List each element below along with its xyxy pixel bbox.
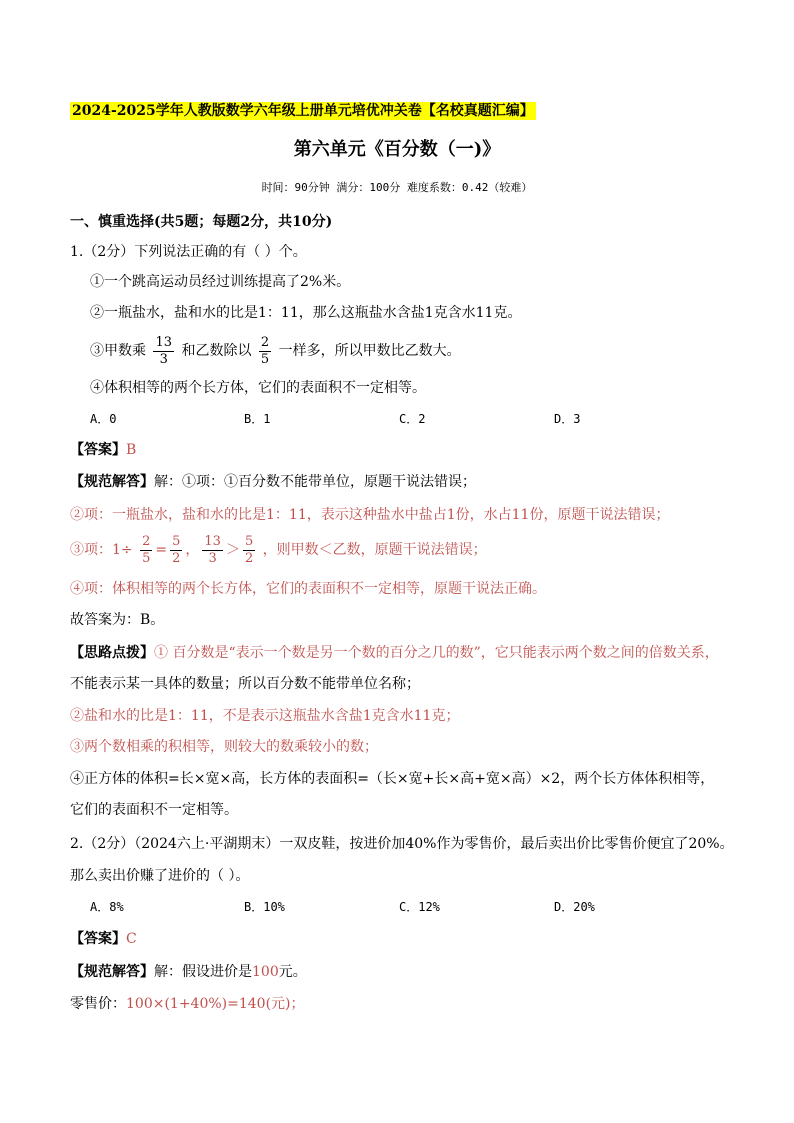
q1-s3-text-a: ③甲数乘 [90,343,146,359]
q1-solution-2: ②项：一瓶盐水，盐和水的比是1：11，表示这种盐水中盐占1份，水占11份，原题干说法错误； [70,507,670,523]
sol3-text-b: ，则甲数＜乙数，原题干说法错误； [262,542,487,558]
q2-retail [70,994,305,1014]
equals-sign: = [155,542,168,558]
q2-stem-b: 那么卖出价赚了进价的（ ）。 [70,868,250,884]
fraction: $\frac{13}{3}$ [204,533,221,566]
exam-banner: 2024-2025学年人教版数学六年级上册单元培优冲关卷【名校真题汇编】 [72,103,534,119]
answer-label: 【答案】 [70,931,126,947]
answer-label: 【答案】 [70,442,126,458]
q1-hint-2: ②盐和水的比是1：11，不是表示这瓶盐水含盐1克含水11克； [70,708,460,724]
q1-option-c: C．2 [399,412,426,426]
solution-intro: 解：①项：①百分数不能带单位，原题干说法错误； [154,474,476,490]
sol3-text-a: ③项：1÷ [70,542,133,558]
exam-meta: 时间：90分钟 满分：100分 难度系数：0.42（较难） [261,181,533,194]
q2-solution [70,962,307,982]
solution-text-b: 元。 [278,964,307,980]
q1-statement-1: ①一个跳高运动员经过训练提高了2%米。 [90,274,351,290]
q1-hint-4a: ④正方体的体积=长×宽×高，长方体的表面积=（长×宽+长×高+宽×高）×2，两个长方体体积相等， [70,771,715,787]
q1-solution-3 [70,532,487,568]
answer-value: C [126,931,137,947]
q2-answer [70,929,137,949]
q1-solution [70,472,476,492]
retail-label: 零售价： [70,996,126,1012]
solution-label: 【规范解答】 [70,474,154,490]
q1-conclusion: 故答案为：B。 [70,612,165,628]
hint-label: 【思路点拨】 [70,645,154,661]
q1-option-b: B．1 [244,412,271,426]
fraction: $\frac{2}{5}$ [260,334,270,367]
q1-stem: 1.（2分）下列说法正确的有（ ）个。 [70,244,307,260]
q1-answer [70,440,136,460]
answer-value: B [126,442,137,458]
fraction: $\frac{2}{5}$ [142,533,151,566]
greater-than-sign: ＞ [225,542,240,558]
solution-label: 【规范解答】 [70,964,154,980]
q2-stem-a: 2.（2分）（2024六上·平湖期末）一双皮鞋，按进价加40%作为零售价，最后卖出价比零售价便宜了20%。 [70,836,734,852]
q2-option-b: B．10% [244,900,285,914]
solution-number: 100 [252,964,279,980]
q2-option-a: A．8% [90,900,124,914]
comma: ， [185,542,200,558]
q1-statement-3 [90,333,461,369]
solution-text-a: 解：假设进价是 [154,964,252,980]
q1-s3-text-c: 一样多，所以甲数比乙数大。 [278,343,461,359]
retail-calc: 100×(1+40%)=140(元)； [126,996,305,1012]
q1-option-d: D．3 [554,412,581,426]
q1-hint-3: ③两个数相乘的积相等，则较大的数乘较小的数； [70,739,378,755]
q1-hint [70,643,719,663]
fraction: $\frac{5}{2}$ [244,533,254,566]
page-title: 第六单元《百分数（一)》 [293,139,501,160]
q1-hint-1b: 不能表示某一具体的数量；所以百分数不能带单位名称； [70,676,420,692]
hint-1a: ① 百分数是“表示一个数是另一个数的百分之几的数”，它只能表示两个数之间的倍数关系， [154,645,719,661]
section-heading: 一、慎重选择(共5题；每题2分，共10分) [70,214,333,230]
q2-option-d: D．20% [554,900,595,914]
q1-hint-4b: 它们的表面积不一定相等。 [70,802,238,818]
fraction: $\frac{13}{3}$ [155,334,172,367]
q2-option-c: C．12% [399,900,440,914]
q1-s3-text-b: 和乙数除以 [181,343,252,359]
q1-statement-2: ②一瓶盐水，盐和水的比是1：11，那么这瓶盐水含盐1克含水11克。 [90,305,522,321]
q1-solution-4: ④项：体积相等的两个长方体，它们的表面积不一定相等，原题干说法正确。 [70,581,546,597]
q1-option-a: A．0 [90,412,117,426]
fraction: $\frac{5}{2}$ [172,533,181,566]
q1-statement-4: ④体积相等的两个长方体，它们的表面积不一定相等。 [90,380,426,396]
